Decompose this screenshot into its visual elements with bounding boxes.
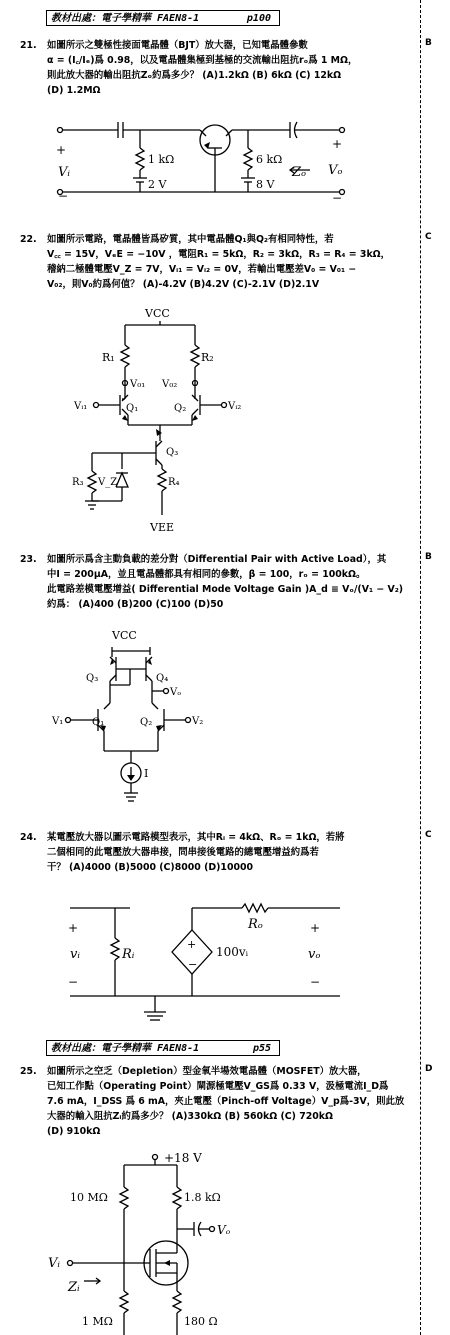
question-line: 大器的輸入阻抗Zᵢ約爲多少？ (A)330kΩ (B) 560kΩ (C) 720kΩ [47, 1111, 333, 1122]
figure-22-differential-amplifier [70, 303, 270, 543]
figure-25-mosfet-amplifier [44, 1145, 304, 1335]
fig21-bat1-label: 2 V [148, 178, 167, 191]
figure-21-bjt-amplifier [50, 112, 370, 207]
question-line: 7.6 mA，I_DSS 爲 6 mA，夾止電壓（Pinch-off Voltage）V_p爲-3V，則此放 [47, 1096, 405, 1107]
fig22-r2-label: R₂ [201, 351, 214, 364]
source-label [46, 1040, 280, 1056]
question-line: 二個相同的此電壓放大器串接，問串接後電路的總電壓增益約爲若 [47, 847, 319, 858]
question-number: 23. [20, 554, 37, 565]
fig22-q1-label: Q₁ [126, 403, 139, 414]
fig22-vcc-label: VCC [145, 307, 170, 320]
page-divider-line [420, 0, 421, 1335]
fig21-vo-label: Vₒ [328, 163, 343, 178]
question-line: α = (I꜀/Iₑ)爲 0.98，以及電晶體集極到基極的交流輸出阻抗rₒ爲 1 MΩ， [47, 55, 358, 66]
fig21-vin-label: Vᵢ [58, 165, 71, 180]
question-line: 則此放大器的輸出阻抗Zₒ約爲多少？ (A)1.2kΩ (B) 6kΩ (C) 12kΩ [47, 70, 342, 81]
question-number: 21. [20, 40, 37, 51]
fig22-q3-label: Q₃ [166, 447, 179, 458]
question-line: 此電路差模電壓增益( Differential Mode Voltage Gain )A_d ≡ Vₒ/(V₁ − V₂) [47, 584, 404, 595]
source-label-page: p55 [252, 1043, 271, 1054]
fig24-source-plus: + [187, 938, 197, 951]
fig25-r2-label: 1 MΩ [82, 1315, 113, 1328]
fig25-rs-label: 180 Ω [184, 1315, 218, 1328]
fig21-minus-left: − [58, 189, 69, 203]
question-line: 如圖所示電路，電晶體皆爲矽質，其中電晶體Q₁與Q₂有相同特性，若 [47, 234, 334, 245]
question-line: (D) 1.2MΩ [47, 85, 101, 96]
fig24-plus-left: + [68, 921, 79, 935]
source-label-page: p100 [246, 13, 271, 24]
fig21-r1-label: 1 kΩ [148, 153, 175, 166]
fig21-bat2-label: 8 V [256, 178, 275, 191]
fig25-zi-label: Zᵢ [68, 1280, 80, 1295]
fig25-vo-label: Vₒ [217, 1223, 231, 1237]
question-number: 25. [20, 1066, 37, 1077]
question-line: V₀₂，則V₀約爲何值？ (A)-4.2V (B)4.2V (C)-2.1V (D)2.1V [47, 279, 320, 290]
figure-23-active-load-diff-pair [52, 625, 252, 810]
fig22-vi2-label: Vᵢ₂ [228, 401, 242, 412]
question-line: 某電壓放大器以圖示電路模型表示，其中Rᵢ = 4kΩ、Rₒ = 1kΩ，若將 [47, 832, 345, 843]
fig21-plus-left: + [56, 143, 67, 157]
fig24-gain-label: 100vᵢ [216, 945, 249, 959]
question-line: V꜀꜀ = 15V，VₑE = −10V ，電阻R₁ = 5kΩ，R₂ = 3kΩ，R₃ = R₄ = 3kΩ， [47, 249, 391, 260]
question-line: 已知工作點（Operating Point）閘源極電壓V_GS爲 0.33 V，汲極電流I_D爲 [47, 1081, 389, 1092]
fig21-minus-right: − [332, 191, 343, 205]
fig23-v2-label: V₂ [192, 716, 204, 727]
question-number: 24. [20, 832, 37, 843]
fig23-q3-label: Q₃ [86, 673, 99, 684]
question-number: 22. [20, 234, 37, 245]
fig22-vo1-label: V₀₁ [130, 379, 146, 390]
fig25-vi-label: Vᵢ [48, 1256, 61, 1271]
fig23-v1-label: V₁ [52, 716, 64, 727]
fig24-source-minus: − [188, 958, 198, 971]
fig24-minus-left: − [68, 975, 79, 989]
fig24-vi-label: vᵢ [70, 947, 80, 962]
fig24-ri-label: Rᵢ [122, 947, 135, 962]
source-label-text: 教材出處：電子學精華 FAEN8-1 [51, 1043, 200, 1054]
answer-label: B [425, 38, 432, 48]
answer-label: C [425, 830, 432, 840]
fig25-rd-label: 1.8 kΩ [184, 1191, 221, 1204]
fig21-plus-right: + [332, 137, 343, 151]
fig25-r1-label: 10 MΩ [70, 1191, 108, 1204]
fig23-vcc-label: VCC [112, 629, 137, 642]
fig25-vdd-label: +18 V [164, 1151, 202, 1165]
fig24-vo-label: vₒ [308, 947, 321, 962]
fig23-i-label: I [144, 767, 149, 780]
answer-label: C [425, 232, 432, 242]
fig23-vo-label: Vₒ [170, 687, 182, 698]
question-line: (D) 910kΩ [47, 1126, 101, 1137]
fig21-zo-label: Zₒ [292, 165, 307, 180]
figure-24-amplifier-model [60, 896, 350, 1031]
source-label [46, 10, 280, 26]
fig24-ro-label: Rₒ [248, 917, 263, 932]
fig22-vi1-label: Vᵢ₁ [74, 401, 88, 412]
fig22-r4-label: R₄ [168, 477, 180, 488]
fig22-r1-label: R₁ [102, 351, 115, 364]
fig23-q1-label: Q₁ [92, 717, 105, 728]
fig24-minus-right: − [310, 975, 321, 989]
question-line: 稽納二極體電壓V_Z = 7V，Vᵢ₁ = Vᵢ₂ = 0V，若輸出電壓差V₀ = V₀₁ − [47, 264, 357, 275]
question-line: 干？ (A)4000 (B)5000 (C)8000 (D)10000 [47, 862, 254, 873]
fig22-q2-label: Q₂ [174, 403, 187, 414]
fig22-r3-label: R₃ [72, 477, 84, 488]
fig23-q2-label: Q₂ [140, 717, 153, 728]
answer-label: B [425, 552, 432, 562]
source-label-text: 教材出處：電子學精華 FAEN8-1 [51, 13, 200, 24]
fig23-q4-label: Q₄ [156, 673, 169, 684]
question-line: 約爲： (A)400 (B)200 (C)100 (D)50 [47, 599, 224, 610]
fig21-r2-label: 6 kΩ [256, 153, 283, 166]
question-line: 中I = 200μA，並且電晶體都具有相同的參數，β = 100，rₒ = 100kΩ。 [47, 569, 366, 580]
fig22-vee-label: VEE [150, 521, 175, 534]
question-line: 如圖所示之雙極性接面電晶體（BJT）放大器，已知電晶體參數 [47, 40, 308, 51]
fig22-vo2-label: V₀₂ [162, 379, 178, 390]
question-line: 如圖所示爲含主動負載的差分對（Differential Pair with Active Load），其 [47, 554, 387, 565]
fig24-plus-right: + [310, 921, 321, 935]
answer-label: D [425, 1064, 433, 1074]
question-line: 如圖所示之空乏（Depletion）型金氧半場效電晶體（MOSFET）放大器， [47, 1066, 367, 1077]
fig22-vz-label: V_Z [98, 477, 118, 488]
